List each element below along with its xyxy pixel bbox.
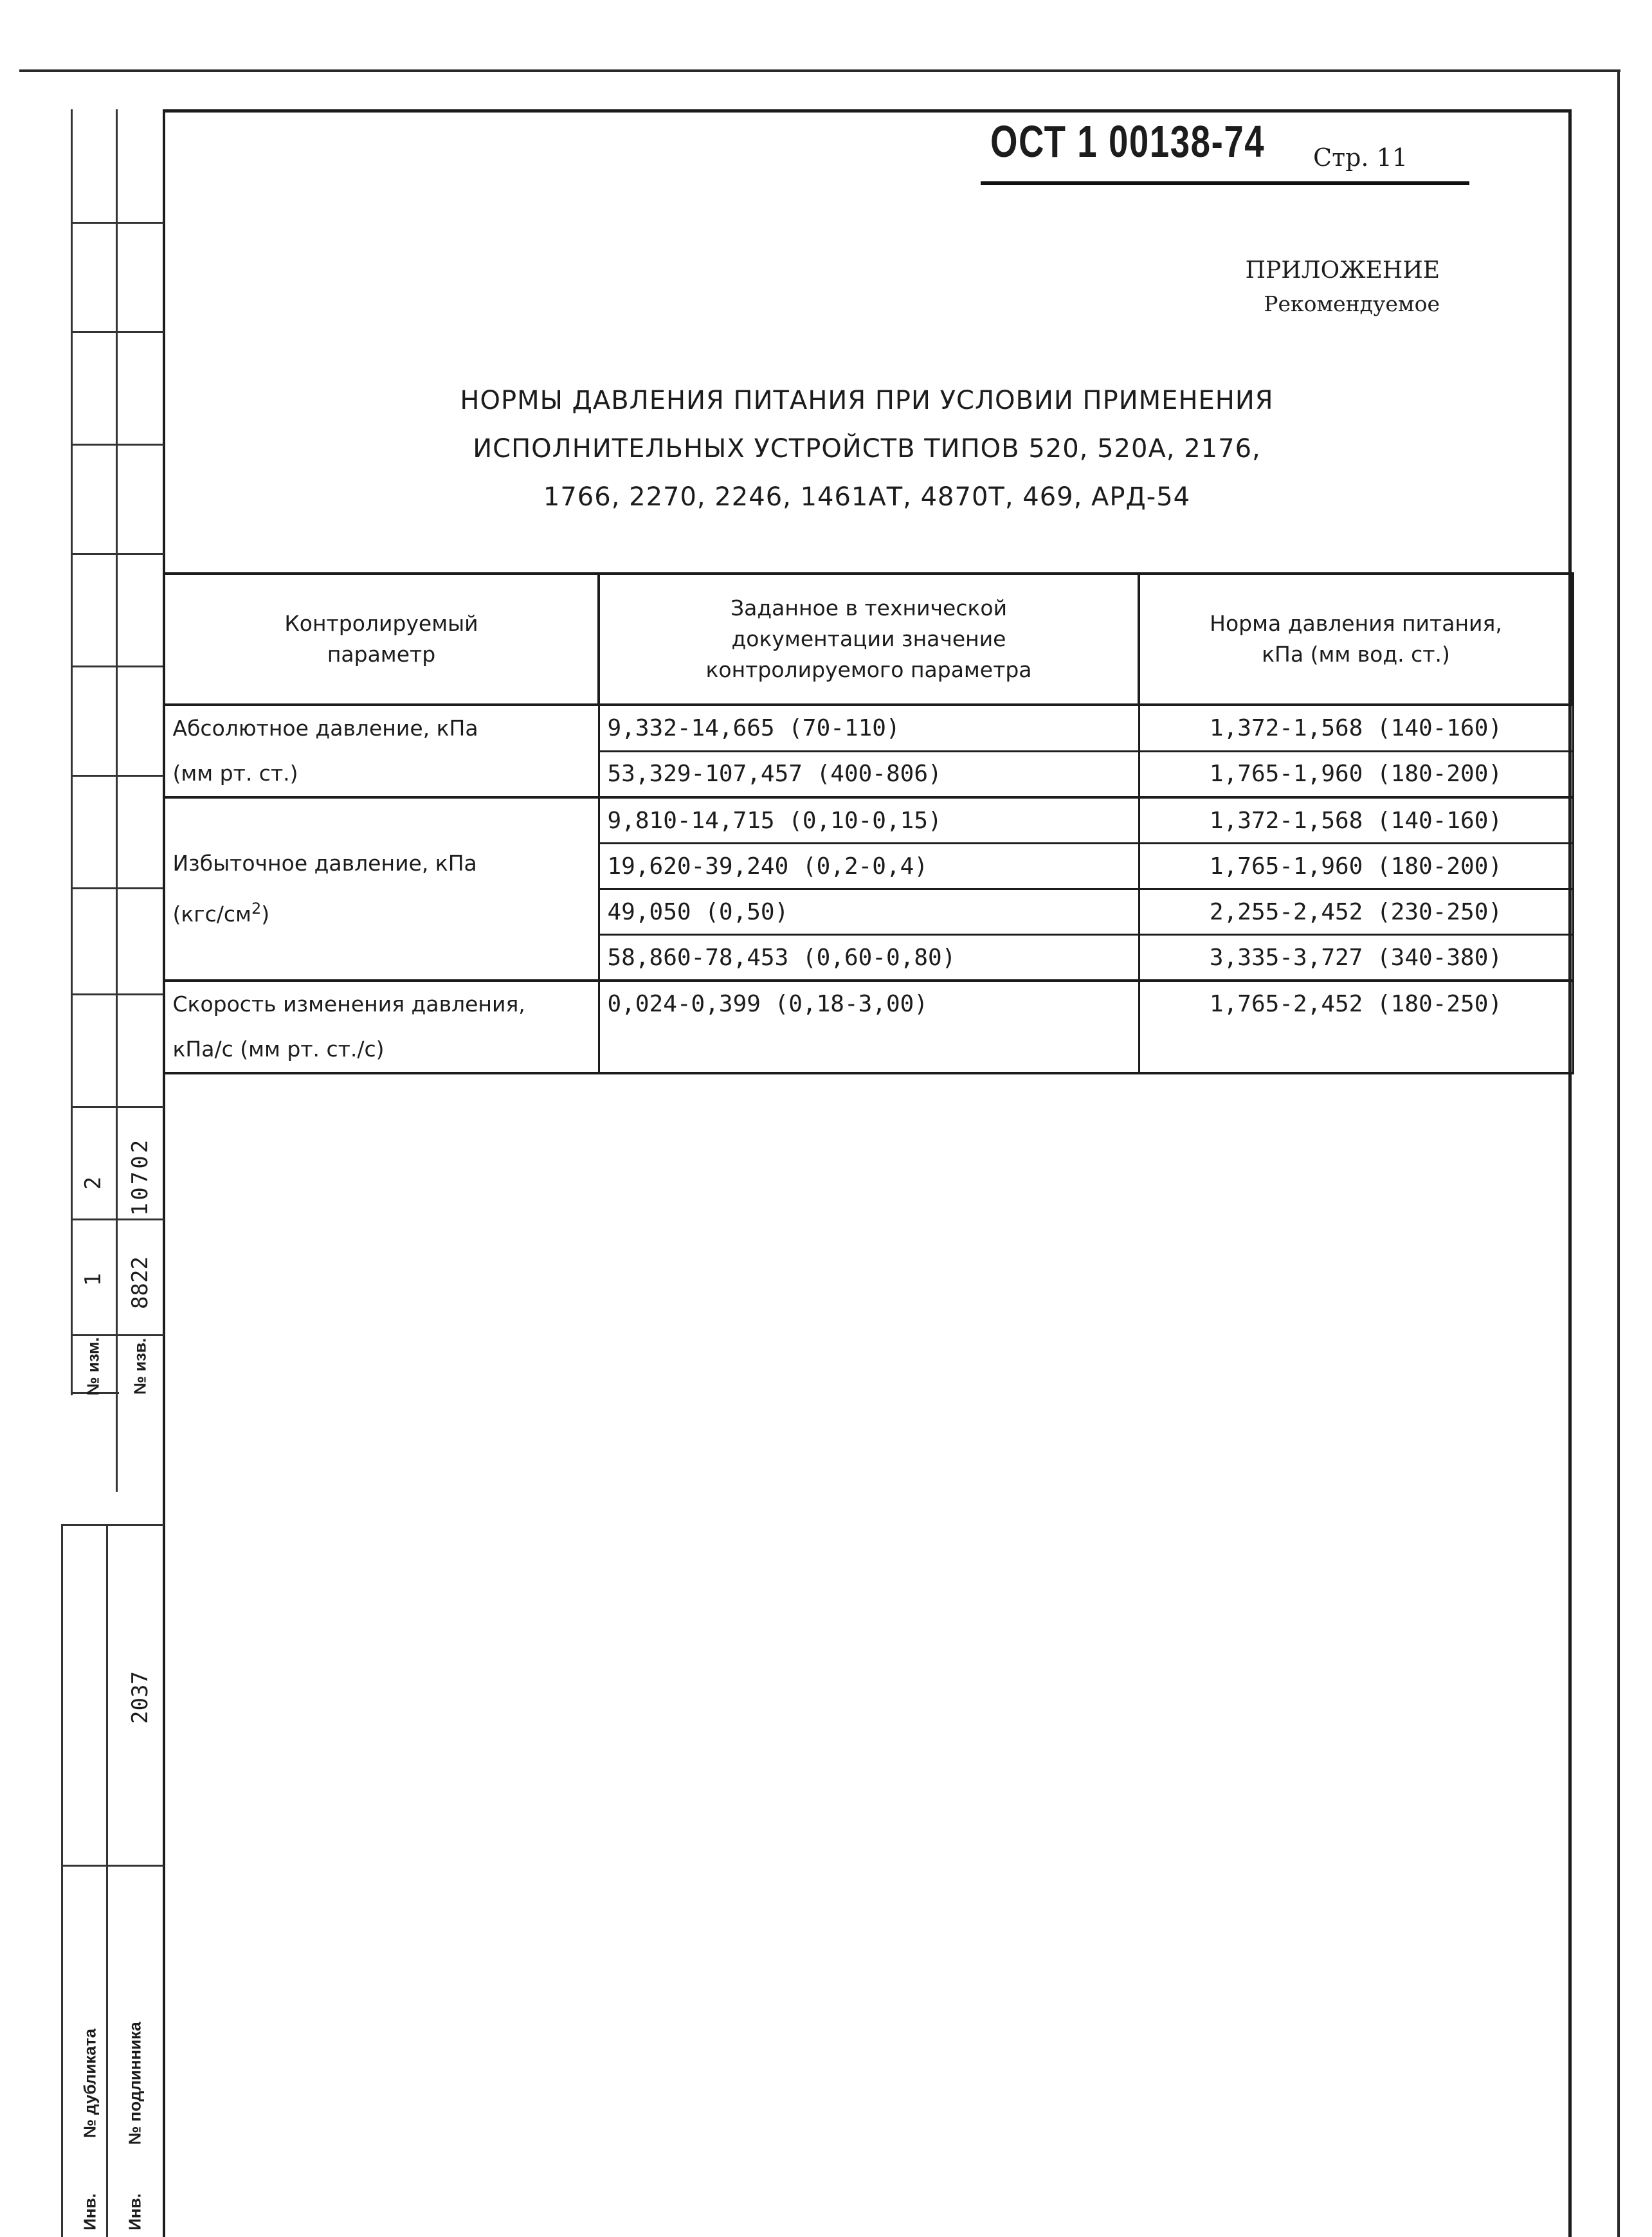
parameter-cell: Скорость изменения давления, кПа/с (мм рт. ст./с): [164, 981, 599, 1073]
margin-cell-line: [71, 1106, 164, 1108]
duplicate-number-label: № дубликата: [80, 2028, 100, 2139]
margin-cell-line: [71, 887, 164, 889]
column-header-parameter: Контролируемый параметр: [164, 574, 599, 705]
frame-right-border: [1568, 109, 1572, 2237]
norm-cell: 2,255-2,452 (230-250): [1139, 889, 1573, 935]
margin-cell-line: [71, 331, 164, 333]
value-cell: 49,050 (0,50): [599, 889, 1139, 935]
margin-cell-line: [71, 993, 164, 995]
document-code: ОСТ 1 00138-74: [990, 116, 1266, 167]
norm-cell: 1,765-1,960 (180-200): [1139, 844, 1573, 889]
change-number-2: 2: [80, 1176, 106, 1190]
column-header-value: Заданное в технической документации значение контролируемого параметра: [599, 574, 1139, 705]
duplicate-number: 2037: [127, 1671, 153, 1724]
pressure-norms-table: [163, 572, 1574, 1074]
frame-left-border: [163, 109, 165, 2237]
appendix-label: ПРИЛОЖЕНИЕ: [1245, 257, 1440, 284]
inventory-label: Инв.: [125, 2193, 145, 2231]
margin-cell-line: [71, 1218, 164, 1220]
margin-cell-line: [71, 1334, 164, 1336]
value-cell: 9,810-14,715 (0,10-0,15): [599, 797, 1139, 844]
table-row: [164, 797, 1573, 844]
norm-cell: 3,335-3,727 (340-380): [1139, 935, 1573, 981]
margin-cell-line: [71, 444, 164, 446]
parameter-cell: Абсолютное давление, кПа (мм рт. ст.): [164, 705, 599, 797]
inventory-label: Инв.: [80, 2193, 100, 2231]
top-border-line: [19, 69, 1620, 72]
norm-cell: 1,372-1,568 (140-160): [1139, 797, 1573, 844]
norm-cell: 1,765-2,452 (180-250): [1139, 981, 1573, 1073]
table-row: [164, 705, 1573, 751]
margin-cell-line: [71, 666, 164, 667]
title-line-3: 1766, 2270, 2246, 1461АТ, 4870Т, 469, АРД-54: [543, 482, 1191, 512]
title-line-1: НОРМЫ ДАВЛЕНИЯ ПИТАНИЯ ПРИ УСЛОВИИ ПРИМЕНЕНИЯ: [460, 386, 1274, 415]
right-border-line: [1617, 69, 1620, 2237]
title-line-2: ИСПОЛНИТЕЛЬНЫХ УСТРОЙСТВ ТИПОВ 520, 520А, 2176,: [473, 434, 1261, 464]
value-cell: 19,620-39,240 (0,2-0,4): [599, 844, 1139, 889]
change-number-label: № изм.: [83, 1337, 103, 1396]
table-row: [164, 981, 1573, 1073]
parameter-cell: Избыточное давление, кПа $(кгс/см^2)$: [164, 797, 599, 981]
margin-cell-line: [61, 1865, 164, 1867]
change-number-1: 1: [80, 1272, 106, 1287]
notice-number-1: 8822: [127, 1256, 153, 1309]
original-number-label: № подлинника: [125, 2022, 145, 2145]
column-header-norm: Норма давления питания, кПа (мм вод. ст.): [1139, 574, 1573, 705]
margin-strip-line: [106, 1524, 108, 2237]
margin-strip-line: [61, 1524, 63, 2237]
margin-cell-line: [71, 553, 164, 555]
margin-strip-line: [71, 109, 73, 1395]
value-cell: 9,332-14,665 (70-110): [599, 705, 1139, 751]
margin-cell-line: [71, 775, 164, 777]
table-header-row: [164, 574, 1573, 705]
value-cell: 53,329-107,457 (400-806): [599, 751, 1139, 797]
value-cell: 58,860-78,453 (0,60-0,80): [599, 935, 1139, 981]
appendix-status: Рекомендуемое: [1264, 291, 1440, 316]
notice-number-label: № изв.: [130, 1337, 150, 1395]
norm-cell: 1,372-1,568 (140-160): [1139, 705, 1573, 751]
margin-cell-line: [61, 1524, 164, 1526]
frame-top-border: [163, 109, 1571, 113]
document-code-underline: [981, 181, 1469, 185]
margin-cell-line: [71, 222, 164, 224]
notice-number-2: 10702: [127, 1137, 153, 1217]
norm-cell: 1,765-1,960 (180-200): [1139, 751, 1573, 797]
margin-strip-line: [116, 109, 118, 1492]
page-label: Стр. 11: [1313, 143, 1408, 172]
value-cell: 0,024-0,399 (0,18-3,00): [599, 981, 1139, 1073]
